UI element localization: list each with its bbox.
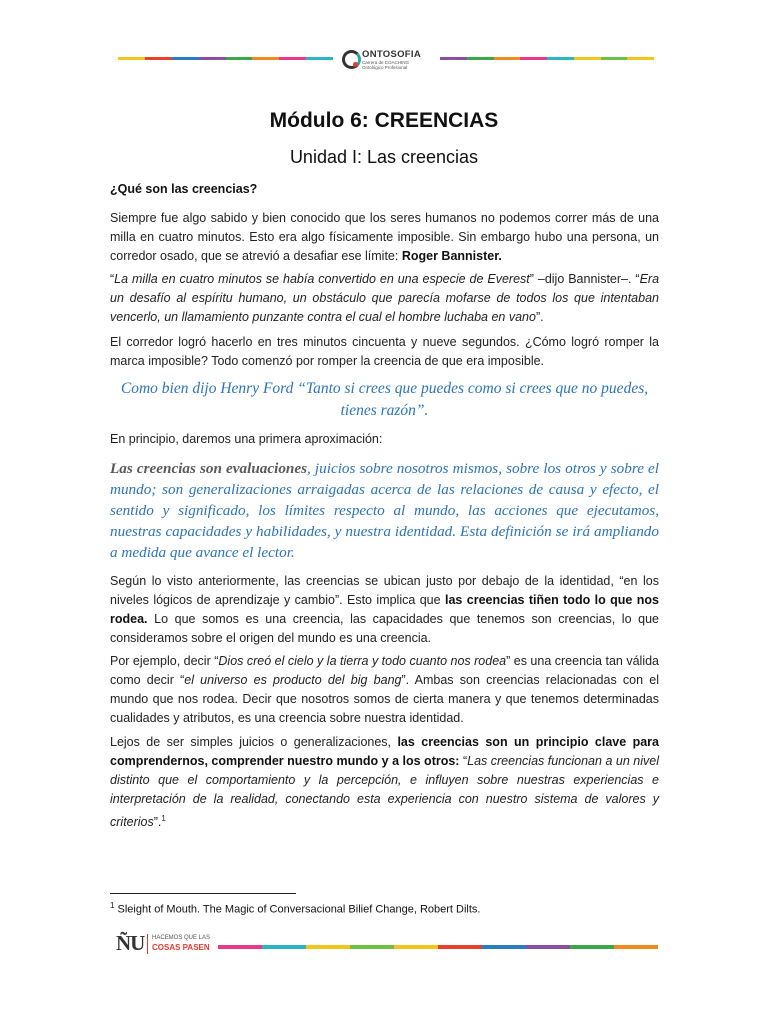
footnote-marker: 1	[110, 901, 115, 910]
stripe-segment	[438, 945, 482, 949]
stripe-segment	[394, 945, 438, 949]
stripe-segment	[494, 57, 521, 60]
nu-logo-line-1: HACEMOS QUE LAS	[152, 935, 211, 941]
quote-mark: ”.	[535, 310, 544, 324]
stripe-segment	[306, 945, 350, 949]
italic-quote: La milla en cuatro minutos se había convertido en una especie de Everest	[114, 272, 530, 286]
italic-example: Dios creó el cielo y la tierra y todo cuanto nos rodea	[218, 654, 507, 668]
module-title: Módulo 6: CREENCIAS	[269, 109, 499, 132]
paragraph-bannister-quote	[110, 270, 659, 327]
italic-example: el universo es producto del big bang	[184, 673, 402, 687]
paragraph-text: Siempre fue algo sabido y bien conocido que los seres humanos no podemos correr más de una milla en cuatro minutos. Esto era algo físicamente imposible. Sin embargo hubo una persona, un corredor osado, que se atrevió a desafiar ese límite:	[110, 211, 659, 263]
definition-lead: Las creencias son evaluaciones	[110, 460, 308, 477]
henry-ford-quote: Como bien dijo Henry Ford “Tanto si crees que puedes como si crees que no puedes, tienes razón”.	[120, 380, 649, 419]
footer-color-stripe	[218, 945, 658, 949]
stripe-segment	[262, 945, 306, 949]
stripe-segment	[145, 57, 172, 60]
stripe-segment	[252, 57, 279, 60]
stripe-segment	[467, 57, 494, 60]
stripe-segment	[218, 945, 262, 949]
paragraph-intro: En principio, daremos una primera aproximación:	[110, 432, 383, 446]
paragraph-text: Lo que somos es una creencia, las capacidades que tenemos son creencias, lo que consideramos sobre el origen del mundo es una creencia.	[110, 612, 659, 645]
quote-mark: ”.	[153, 815, 162, 830]
stripe-segment	[627, 57, 654, 60]
nu-logo-mark: ÑU	[116, 931, 145, 955]
paragraph-identity	[110, 572, 659, 648]
paragraph-text: ”. Ambas son creencias relacionadas con el mundo que nos rodea. Decir que nosotros somos de cierta manera y que tenemos determinadas cualidades y atributos, es una creencia sobre nuestra identidad.	[110, 673, 659, 725]
header-color-stripe-right	[440, 57, 654, 60]
stripe-segment	[547, 57, 574, 60]
bold-name: Roger Bannister.	[401, 249, 502, 263]
paragraph-bannister	[110, 209, 659, 266]
stripe-segment	[601, 57, 628, 60]
stripe-segment	[574, 57, 601, 60]
logo-separator	[147, 934, 148, 954]
stripe-segment	[118, 57, 145, 60]
stripe-segment	[440, 57, 467, 60]
footnote-text: Sleight of Mouth. The Magic of Conversacional Bilief Change, Robert Dilts.	[114, 903, 481, 916]
bold-statement: las creencias son un principio clave para comprendernos, comprender nuestro mundo y a los otros:	[110, 735, 659, 768]
nu-logo	[116, 930, 216, 958]
paragraph-record: El corredor logró hacerlo en tres minutos cincuenta y nueve segundos. ¿Cómo logró romper la marca imposible? Todo comenzó por romper la creencia de que era imposible.	[110, 335, 659, 368]
header-color-stripe-left	[118, 57, 333, 60]
paragraph-text: Lejos de ser simples juicios o generalizaciones,	[110, 735, 398, 749]
stripe-segment	[199, 57, 226, 60]
italic-citation: Las creencias funcionan a un nivel distinto que el comportamiento y la percepción, e influyen sobre nuestras experiencias e interpretación de la realidad, conectando esta experiencia con nuestro sistema de valores y criterios	[110, 754, 659, 830]
definition-text: , juicios sobre nosotros mismos, sobre los otros y sobre el mundo; son generalizaciones arraigadas acerca de las relaciones de causa y efecto, el sentido y significado, los límites respecto al mundo, las acciones que ejecutamos, nuestras capacidades y habilidades, y nuestra identidad. Esta definición se irá ampliando a medida que avance el lector.	[110, 460, 659, 561]
definition-block	[110, 458, 659, 563]
logo-brand-name: ONTOSOFIA	[362, 49, 421, 60]
bold-statement: las creencias tiñen todo lo que nos rodea.	[110, 593, 659, 626]
logo-ring-icon	[342, 50, 361, 69]
section-heading: ¿Qué son las creencias?	[110, 182, 258, 196]
stripe-segment	[172, 57, 199, 60]
footnote-divider	[110, 893, 296, 894]
stripe-segment	[526, 945, 570, 949]
stripe-segment	[279, 57, 306, 60]
ontosofia-logo	[340, 48, 440, 72]
footnote	[110, 901, 481, 916]
stripe-segment	[306, 57, 333, 60]
stripe-segment	[482, 945, 526, 949]
footnote-reference[interactable]: 1	[161, 814, 166, 823]
quote-mark: “	[110, 272, 115, 286]
paragraph-principle	[110, 733, 659, 832]
logo-subtitle-2: Ontológico Profesional	[362, 65, 408, 70]
logo-dot-icon	[353, 62, 358, 67]
stripe-segment	[614, 945, 658, 949]
paragraph-text: Según lo visto anteriormente, las creencias se ubican justo por debajo de la identidad, “en los niveles lógicos de aprendizaje y cambio”. Esto implica que	[110, 574, 659, 607]
paragraph-example	[110, 652, 659, 728]
logo-subtitle-1: Carrera de COACHING	[362, 60, 410, 65]
stripe-segment	[570, 945, 614, 949]
stripe-segment	[350, 945, 394, 949]
paragraph-text: ” –dijo Bannister–. “	[529, 272, 640, 286]
paragraph-text: ” es una creencia tan válida como decir “	[110, 654, 660, 687]
nu-logo-line-2: COSAS PASEN	[152, 943, 210, 952]
paragraph-text: Por ejemplo, decir “	[110, 654, 219, 668]
stripe-segment	[520, 57, 547, 60]
quote-mark: “	[459, 754, 468, 768]
unit-subtitle: Unidad I: Las creencias	[289, 147, 479, 167]
italic-quote: Era un desafío al espíritu humano, un obstáculo que parecía mofarse de todos los que intentaban vencerlo, un llamamiento punzante contra el cual el hombre luchaba en vano	[110, 272, 660, 324]
stripe-segment	[226, 57, 253, 60]
